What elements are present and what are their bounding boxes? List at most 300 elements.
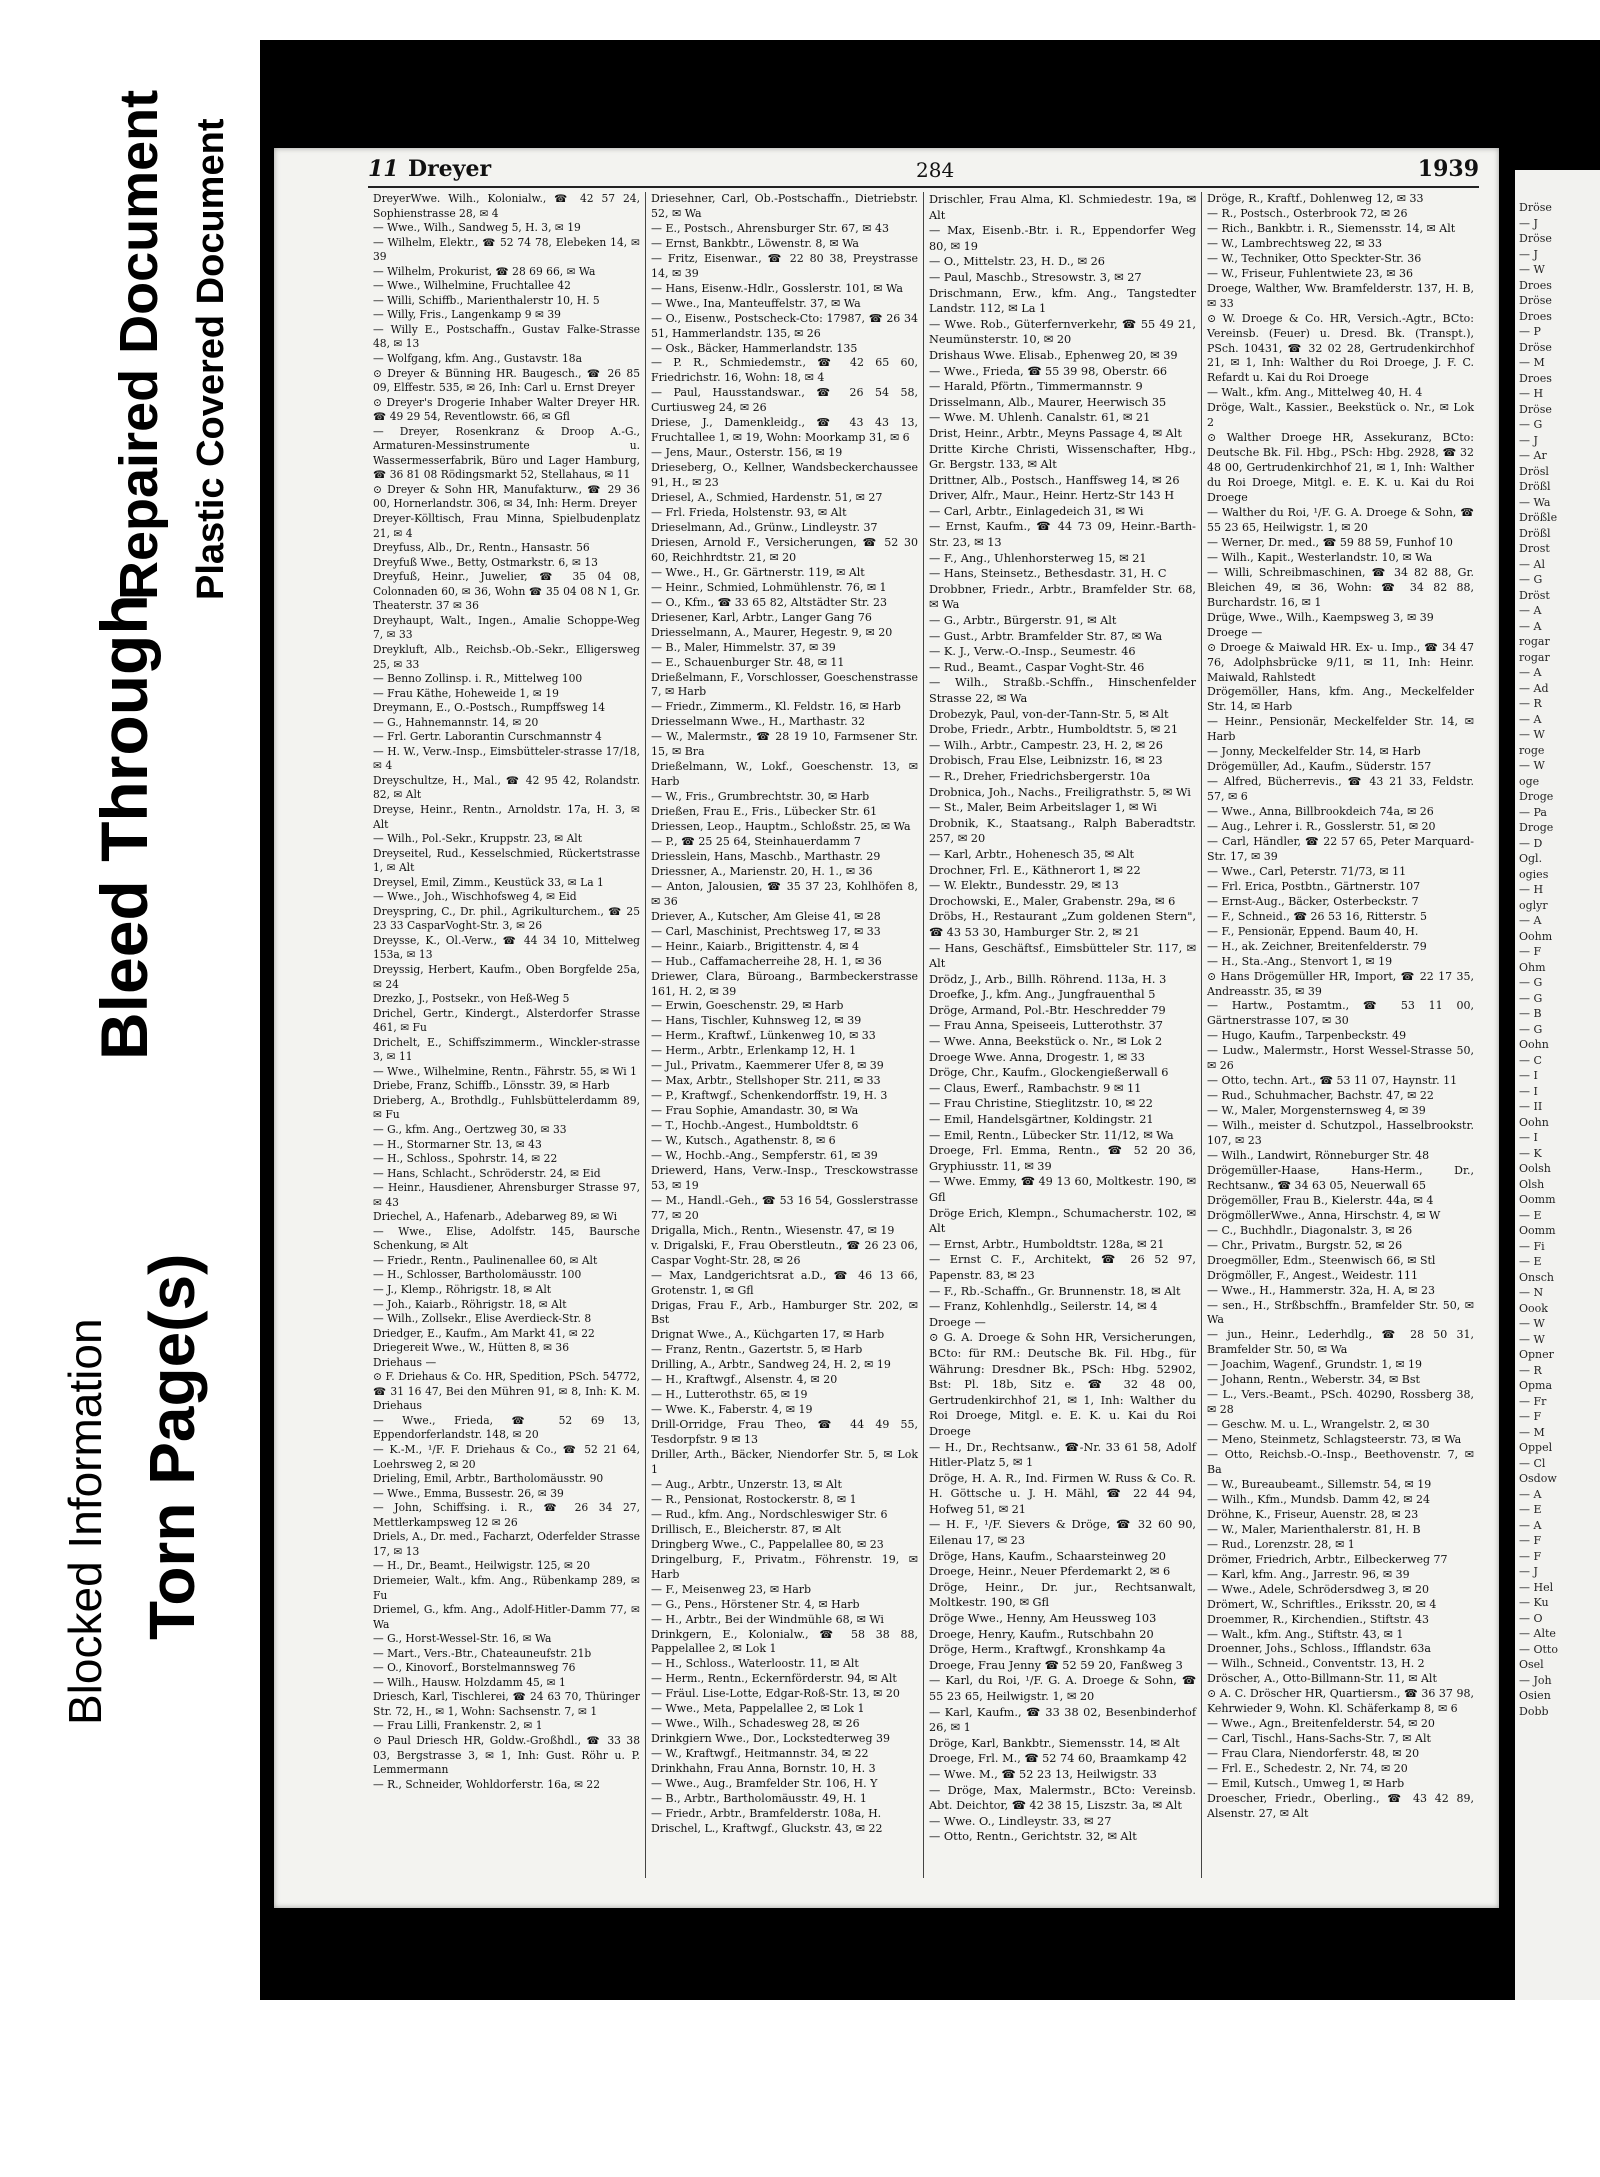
directory-entry: Drüge, Wwe., Wilh., Kaempsweg 3, ✉ 39 xyxy=(1207,610,1434,624)
directory-entry: Drödz, J., Arb., Billh. Röhrend. 113a, H. 3 xyxy=(929,972,1167,986)
directory-entry: — Werner, Dr. med., ☎ 59 88 59, Funhof 10 xyxy=(1207,535,1453,549)
directory-entry: Dröge Erich, Klempn., Schumacherstr. 102, ✉ Alt xyxy=(929,1206,1196,1236)
directory-entry: — Paul, Maschb., Stresowstr. 3, ✉ 27 xyxy=(929,270,1142,284)
directory-entry: — H., Arbtr., Bei der Windmühle 68, ✉ Wi xyxy=(651,1612,884,1626)
directory-entry: — Frl. Gertr. Laborantin Curschmannstr 4 xyxy=(373,730,602,744)
directory-entry: Driesener, Karl, Arbtr., Langer Gang 76 xyxy=(651,610,872,624)
directory-entry: Dreyssig, Herbert, Kaufm., Oben Borgfelde 25a, ✉ 24 xyxy=(373,962,640,991)
adjacent-page-line: — B xyxy=(1519,1007,1542,1020)
directory-entry: Drögemöller, Hans, kfm. Ang., Meckelfelder Str. 14, ✉ Harb xyxy=(1207,685,1474,714)
directory-entry: ⊙ Dreyer's Drogerie Inhaber Walter Dreyer HR. ☎ 49 29 54, Reventlowstr. 66, ✉ Gfl xyxy=(373,395,640,424)
adjacent-page-line: — W xyxy=(1519,263,1545,276)
directory-entry: — Herm., Rentn., Eckernförderstr. 94, ✉ Alt xyxy=(651,1672,897,1686)
directory-entry: — Frl. Frieda, Holstenstr. 93, ✉ Alt xyxy=(651,506,847,520)
directory-entry: — Willi, Schreibmaschinen, ☎ 34 82 88, Gr. Bleichen 49, ✉ 36, Wohn: ☎ 34 82 88, Burchardstr. 16, ✉ 1 xyxy=(1207,565,1474,609)
adjacent-page-line: — H xyxy=(1519,387,1544,400)
directory-entry: — R., Postsch., Osterbrook 72, ✉ 26 xyxy=(1207,206,1408,220)
adjacent-page-line: — II xyxy=(1519,1100,1543,1113)
directory-entry: — Wilh., Arbtr., Campestr. 23, H. 2, ✉ 26 xyxy=(929,738,1163,752)
directory-entry: — Hans, Geschäftsf., Eimsbütteler Str. 117, ✉ Alt xyxy=(929,941,1196,971)
adjacent-page-line: — Otto xyxy=(1519,1642,1558,1656)
adjacent-page-line: — W xyxy=(1519,1332,1545,1346)
directory-entry: — Emil, Kutsch., Umweg 1, ✉ Harb xyxy=(1207,1777,1405,1791)
directory-entry: — Willi, Schiffb., Marienthalerstr 10, H. 5 xyxy=(373,293,600,307)
directory-entry: — Otto, Reichsb.-O.-Insp., Beethovenstr. 7, ✉ Ba xyxy=(1207,1448,1474,1477)
adjacent-page-line: — Alte xyxy=(1519,1627,1556,1640)
directory-entry: Driewer, Clara, Büroang., Barmbeckerstrasse 161, H. 2, ✉ 39 xyxy=(651,969,918,998)
directory-entry: — H., ak. Zeichner, Breitenfelderstr. 79 xyxy=(1207,939,1427,953)
directory-entry: — O., Eisenw., Postscheck-Cto: 17987, ☎ 26 34 51, Hammerlandstr. 135, ✉ 26 xyxy=(651,311,918,340)
adjacent-page-line: — Pa xyxy=(1519,805,1547,819)
directory-entry: — P., ☎ 25 25 64, Steinhauerdamm 7 xyxy=(651,834,861,848)
directory-entry: Dröge, R., Kraftf., Dohlenweg 12, ✉ 33 xyxy=(1207,192,1424,205)
directory-entry: — Harald, Pförtn., Timmermannstr. 9 xyxy=(929,380,1143,394)
adjacent-page-line: rogar xyxy=(1519,635,1550,648)
directory-entry: Dreykluft, Alb., Reichsb.-Ob.-Sekr., Elligersweg 25, ✉ 33 xyxy=(373,642,640,671)
directory-entry: — Ernst, Arbtr., Humboldtstr. 128a, ✉ 21 xyxy=(929,1237,1165,1251)
directory-entry: — Herm., Kraftwf., Lünkenweg 10, ✉ 33 xyxy=(651,1029,876,1043)
directory-entry: — Frau Christine, Stieglitzstr. 10, ✉ 22 xyxy=(929,1097,1153,1111)
directory-entry: — Wwe., Emma, Bussestr. 26, ✉ 39 xyxy=(373,1486,564,1500)
directory-entry: — Hans, Eisenw.-Hdlr., Gosslerstr. 101, ✉ Wa xyxy=(651,281,903,295)
directory-entry: — W., Maler, Morgensternsweg 4, ✉ 39 xyxy=(1207,1104,1426,1118)
directory-entry: Dreyseitel, Rud., Kesselschmied, Rückertstrasse 1, ✉ Alt xyxy=(373,846,640,875)
directory-entry: — B., Arbtr., Bartholomäusstr. 49, H. 1 xyxy=(651,1791,867,1805)
directory-entry: — Ernst C. F., Architekt, ☎ 26 52 97, Papenstr. 83, ✉ 23 xyxy=(929,1253,1196,1282)
directory-entry: — Otto, techn. Art., ☎ 53 11 07, Haynstr. 11 xyxy=(1207,1074,1458,1088)
directory-entry: — Anton, Jalousien, ☎ 35 37 23, Kohlhöfen 8, ✉ 36 xyxy=(651,879,918,908)
directory-entry: — Wwe. M. Uhlenh. Canalstr. 61, ✉ 21 xyxy=(929,411,1151,425)
directory-entry: — F., Pensionär, Eppend. Baum 40, H. xyxy=(1207,924,1419,938)
directory-entry: — Dreyer, Rosenkranz & Droop A.-G., Armaturen-Messinstrumente u. Wassermesserfabrik, Büro und Lager Hamburg, ☎ 36 81 08 Rödingsmarkt 52, Stellahaus, ✉ 11 xyxy=(373,424,640,482)
directory-entry: — Carl, Arbtr., Einlagedeich 31, ✉ Wi xyxy=(929,504,1144,518)
adjacent-page-line: — G xyxy=(1519,573,1543,586)
directory-columns xyxy=(368,192,1479,1878)
directory-entry: — Aug., Arbtr., Unzerstr. 13, ✉ Alt xyxy=(651,1477,842,1491)
directory-entry: Dröge Wwe., Henny, Am Heussweg 103 xyxy=(929,1612,1157,1626)
adjacent-page-line: — G xyxy=(1519,1022,1543,1036)
directory-entry: Drinkgern, E., Kolonialw., ☎ 58 38 88, Pappelallee 2, ✉ Lok 1 xyxy=(651,1627,918,1656)
directory-entry: ⊙ W. Droege & Co. HR, Versich.-Agtr., BCto: Vereinsb. (Feuer) u. Dresd. Bk. (Transpt.), PSch. 10431, ☎ 32 02 28, Gertrudenkirchhof 21, ✉ 1, Inh: Walther du Roi Droege, J. F. C. Refardt u. Kai du Roi Droege xyxy=(1207,311,1474,385)
directory-entry: — Wwe., Wilh., Schadesweg 28, ✉ 26 xyxy=(651,1717,860,1731)
directory-entry: — F., Ang., Uhlenhorsterweg 15, ✉ 21 xyxy=(929,551,1147,565)
directory-entry: Driessen, Leop., Hauptm., Schloßstr. 25, ✉ Wa xyxy=(651,820,911,834)
adjacent-page-line: Dröse xyxy=(1519,232,1552,245)
directory-entry: Drigalla, Mich., Rentn., Wiesenstr. 47, ✉ 19 xyxy=(651,1223,895,1237)
adjacent-page-line: — E xyxy=(1519,1255,1542,1268)
directory-entry: — Frau Clara, Niendorferstr. 48, ✉ 20 xyxy=(1207,1747,1420,1761)
adjacent-page-line: Oolsh xyxy=(1519,1162,1551,1175)
directory-entry: Driesen, Arnold F., Versicherungen, ☎ 52 30 60, Reichhrdtstr. 21, ✉ 20 xyxy=(651,535,918,564)
directory-entry: — Wwe. Rob., Güterfernverkehr, ☎ 55 49 21, Neumünsterstr. 10, ✉ 20 xyxy=(929,317,1196,347)
adjacent-page-line: — Hel xyxy=(1519,1580,1554,1594)
directory-entry: — Frau Käthe, Hoheweide 1, ✉ 19 xyxy=(373,686,559,700)
adjacent-page-line: Dröse xyxy=(1519,294,1552,307)
directory-entry: Droege, Frau Jenny ☎ 52 59 20, Fanßweg 3 xyxy=(929,1658,1183,1672)
adjacent-page-line: Oomm xyxy=(1519,1193,1556,1206)
adjacent-page-line: Droes xyxy=(1519,371,1552,385)
directory-entry: — Wwe. Emmy, ☎ 49 13 60, Moltkestr. 190, ✉ Gfl xyxy=(929,1175,1196,1204)
directory-entry: Drobisch, Frau Else, Leibnizstr. 16, ✉ 23 xyxy=(929,754,1163,768)
directory-entry: — R., Dreher, Friedrichsbergerstr. 10a xyxy=(929,769,1151,783)
directory-entry: — H., Schloss., Waterloostr. 11, ✉ Alt xyxy=(651,1657,859,1671)
directory-entry: — W., Fris., Grumbrechtstr. 30, ✉ Harb xyxy=(651,790,870,804)
directory-entry: — Hugo, Kaufm., Tarpenbeckstr. 49 xyxy=(1207,1029,1407,1043)
directory-entry: — Emil, Rentn., Lübecker Str. 11/12, ✉ Wa xyxy=(929,1128,1174,1142)
adjacent-page-line: — N xyxy=(1519,1286,1544,1299)
directory-entry: — Dröge, Max, Malermstr., BCto: Vereinsb. Abt. Deichtor, ☎ 42 38 15, Liszstr. 3a, ✉ Alt xyxy=(929,1783,1196,1813)
directory-entry: — O., Kfm., ☎ 33 65 82, Altstädter Str. 23 xyxy=(651,595,887,609)
directory-entry: — Carl, Händler, ☎ 22 57 65, Peter Marquard-Str. 17, ✉ 39 xyxy=(1207,834,1474,863)
directory-entry: — G., Horst-Wessel-Str. 16, ✉ Wa xyxy=(373,1632,552,1646)
directory-entry: — Ludw., Malermstr., Horst Wessel-Strasse 50, ✉ 26 xyxy=(1207,1044,1474,1073)
adjacent-page-line: ogies xyxy=(1519,867,1549,881)
directory-entry: — Emil, Handelsgärtner, Koldingstr. 21 xyxy=(929,1113,1154,1127)
directory-entry: — Friedr., Rentn., Paulinenallee 60, ✉ Alt xyxy=(373,1253,598,1267)
directory-entry: Dreyse, Heinr., Rentn., Arnoldstr. 17a, H. 3, ✉ Alt xyxy=(373,802,640,831)
adjacent-page-text xyxy=(1515,200,1600,1719)
adjacent-page-line: — C xyxy=(1519,1053,1542,1067)
directory-entry: — R., Pensionat, Rostockerstr. 8, ✉ 1 xyxy=(651,1492,857,1506)
directory-entry: Drögemöller, Frau B., Kielerstr. 44a, ✉ 4 xyxy=(1207,1193,1434,1207)
adjacent-page-line: Oohm xyxy=(1519,929,1553,943)
directory-entry: Dreyer-Kölltisch, Frau Minna, Spielbudenplatz 21, ✉ 4 xyxy=(373,512,640,540)
directory-entry: — Frl. E., Schedestr. 2, Nr. 74, ✉ 20 xyxy=(1207,1762,1408,1776)
directory-entry: — Karl, Kaufm., ☎ 33 38 02, Besenbinderhof 26, ✉ 1 xyxy=(929,1705,1196,1735)
adjacent-page-line: — Ad xyxy=(1519,681,1549,695)
directory-entry: — Franz, Rentn., Gazertstr. 5, ✉ Harb xyxy=(651,1343,863,1357)
directory-entry: — H., Schloss., Spohrstr. 14, ✉ 22 xyxy=(373,1152,558,1166)
repaired-document-label: Repaired Document xyxy=(109,89,169,600)
directory-entry: — Meno, Steinmetz, Schlagsteerstr. 73, ✉ Wa xyxy=(1207,1433,1462,1447)
directory-entry: — Frl. Erica, Postbtn., Gärtnerstr. 107 xyxy=(1207,879,1421,893)
directory-entry: — Heinr., Kaiarb., Brigittenstr. 4, ✉ 4 xyxy=(651,939,860,953)
directory-entry: — H., Sta.-Ang., Stenvort 1, ✉ 19 xyxy=(1207,954,1393,968)
adjacent-page-line: Dobb xyxy=(1519,1704,1549,1718)
directory-entry: — F., Rb.-Schaffn., Gr. Brunnenstr. 18, ✉ Alt xyxy=(929,1284,1181,1298)
directory-entry: Drisselmann, Alb., Maurer, Heerwisch 35 xyxy=(929,395,1167,409)
adjacent-page-line: — O xyxy=(1519,1611,1543,1625)
directory-entry: Driechel, A., Hafenarb., Adebarweg 89, ✉ Wi xyxy=(373,1210,617,1224)
directory-entry: Driegereit Wwe., W., Hütten 8, ✉ 36 xyxy=(373,1341,570,1355)
directory-entry: — Max, Arbtr., Stellshoper Str. 211, ✉ 33 xyxy=(651,1074,881,1088)
directory-entry: — W., Friseur, Fuhlentwiete 23, ✉ 36 xyxy=(1207,266,1413,280)
adjacent-page-line: — J xyxy=(1519,433,1538,447)
directory-entry: — Wilhelm, Elektr., ☎ 52 74 78, Elebeken 14, ✉ 39 xyxy=(373,235,640,264)
directory-entry: Dröge, Walt., Kassier., Beekstück o. Nr., ✉ Lok 2 xyxy=(1207,401,1474,430)
torn-pages-label: Torn Page(s) xyxy=(136,1253,208,1640)
directory-entry: Dröbs, H., Restaurant „Zum goldenen Stern", ☎ 43 53 30, Hamburger Str. 2, ✉ 21 xyxy=(929,910,1196,939)
directory-entry: — Rud., Schuhmacher, Bachstr. 47, ✉ 22 xyxy=(1207,1089,1434,1103)
page-header xyxy=(368,156,1479,186)
directory-entry: — Karl, kfm. Ang., Jarrestr. 96, ✉ 39 xyxy=(1207,1567,1410,1581)
directory-entry: Driever, A., Kutscher, Am Gleise 41, ✉ 28 xyxy=(651,909,881,923)
directory-entry: — Max, Landgerichtsrat a.D., ☎ 46 13 66, Grotenstr. 1, ✉ Gfl xyxy=(651,1268,918,1297)
adjacent-page-line: — I xyxy=(1519,1069,1538,1082)
directory-entry: — F., Schneid., ☎ 26 53 16, Ritterstr. 5 xyxy=(1207,909,1428,923)
directory-entry: Drist, Heinr., Arbtr., Meyns Passage 4, ✉ Alt xyxy=(929,426,1182,440)
directory-entry: — Joachim, Wagenf., Grundstr. 1, ✉ 19 xyxy=(1207,1358,1423,1372)
adjacent-page-line: — Wa xyxy=(1519,495,1551,509)
adjacent-page-line: — W xyxy=(1519,759,1545,772)
directory-entry: — Wwe., Anna, Billbrookdeich 74a, ✉ 26 xyxy=(1207,805,1434,819)
adjacent-page-line: — F xyxy=(1519,945,1542,958)
directory-entry: — H., Dr., Beamt., Heilwigstr. 125, ✉ 20 xyxy=(373,1559,591,1573)
directory-entry: Drobnica, Joh., Nachs., Freiligrathstr. 5, ✉ Wi xyxy=(929,785,1191,799)
directory-entry: Droefke, J., kfm. Ang., Jungfrauenthal 5 xyxy=(929,988,1156,1002)
directory-entry: — Wwe., Agn., Breitenfelderstr. 54, ✉ 20 xyxy=(1207,1717,1435,1731)
directory-entry: Drögemüller-Haase, Hans-Herm., Dr., Rechtsanw., ☎ 34 63 05, Neuerwall 65 xyxy=(1207,1163,1474,1192)
adjacent-page-line: — A xyxy=(1519,604,1542,617)
directory-entry: Dreysel, Emil, Zimm., Keustück 33, ✉ La 1 xyxy=(373,875,604,889)
directory-entry: Drobnik, K., Staatsang., Ralph Baberadtstr. 257, ✉ 20 xyxy=(929,816,1196,846)
adjacent-page-line: Droge xyxy=(1519,821,1554,834)
directory-entry: Drochowski, E., Maler, Grabenstr. 29a, ✉ 6 xyxy=(929,894,1176,908)
directory-entry: — Friedr., Zimmerm., Kl. Feldstr. 16, ✉ Harb xyxy=(651,700,901,714)
directory-entry: — W., Kutsch., Agathenstr. 8, ✉ 6 xyxy=(651,1134,836,1148)
directory-entry: Dritte Kirche Christi, Wissenschafter, Hbg., Gr. Bergstr. 133, ✉ Alt xyxy=(929,442,1196,472)
directory-entry: — Ernst-Aug., Bäcker, Osterbeckstr. 7 xyxy=(1207,894,1419,908)
adjacent-page-line: — A xyxy=(1519,1487,1542,1501)
adjacent-page-line: — Fi xyxy=(1519,1239,1545,1253)
directory-entry: Drichelt, E., Schiffszimmerm., Winckler-strasse 3, ✉ 11 xyxy=(373,1035,640,1064)
directory-entry: Droege — xyxy=(929,1315,986,1329)
adjacent-page-line: Dröse xyxy=(1519,340,1552,354)
directory-entry: ⊙ G. A. Droege & Sohn HR, Versicherungen, BCto: für RM.: Deutsche Bk. Fil. Hbg., für Währung: Dresdner Bk., PSch: Hbg. 52902, Bst: Pl. 18b, Sitz e. ☎ 32 48 00, Gertrudenkirchhof 21, ✉ 1, Inh: Walther du Roi Droege, Mitgl. e. E. K. u. Kai du Roi Droege xyxy=(929,1331,1196,1438)
adjacent-page-line: oge xyxy=(1519,774,1540,788)
adjacent-page-line: Osdow xyxy=(1519,1472,1557,1485)
directory-entry: Drischmann, Erw., kfm. Ang., Tangstedter Landstr. 112, ✉ La 1 xyxy=(929,286,1196,316)
directory-entry: — H., Schlosser, Bartholomäusstr. 100 xyxy=(373,1268,582,1282)
directory-entry: — Joh., Kaiarb., Röhrigstr. 18, ✉ Alt xyxy=(373,1297,567,1311)
directory-entry: — Carl, Tischl., Hans-Sachs-Str. 7, ✉ Alt xyxy=(1207,1732,1431,1746)
directory-entry: Droege, Frl. Emma, Rentn., ☎ 52 20 36, Gryphiusstr. 11, ✉ 39 xyxy=(929,1144,1196,1173)
directory-entry: — Wilh., Zollsekr., Elise Averdieck-Str. 8 xyxy=(373,1312,592,1326)
adjacent-page-strip xyxy=(1515,170,1600,2000)
adjacent-page-line: Osel xyxy=(1519,1658,1544,1671)
directory-entry: — Walt., kfm. Ang., Mittelweg 40, H. 4 xyxy=(1207,386,1423,400)
adjacent-page-line: Ogl. xyxy=(1519,852,1543,865)
directory-entry: — Wwe., Aug., Bramfelder Str. 106, H. Y xyxy=(651,1777,878,1791)
directory-entry: Dröge, Hans, Kaufm., Schaarsteinweg 20 xyxy=(929,1549,1166,1563)
directory-entry: Drignat Wwe., A., Küchgarten 17, ✉ Harb xyxy=(651,1328,885,1342)
directory-entry: Drinkgiern Wwe., Dor., Lockstedterweg 39 xyxy=(651,1732,890,1746)
adjacent-page-line: — R xyxy=(1519,697,1542,710)
directory-entry: — Hans, Schlacht., Schröderstr. 24, ✉ Eid xyxy=(373,1166,601,1180)
directory-entry: — H. W., Verw.-Insp., Eimsbütteler-strasse 17/18, ✉ 4 xyxy=(373,744,640,773)
directory-entry: Driessner, A., Marienstr. 20, H. 1., ✉ 36 xyxy=(651,864,873,878)
directory-entry: Driehaus — xyxy=(373,1355,437,1369)
adjacent-page-line: rogar xyxy=(1519,650,1550,664)
directory-entry: — F., Meisenweg 23, ✉ Harb xyxy=(651,1582,812,1596)
directory-entry: — Wwe., Wilh., Sandweg 5, H. 3, ✉ 19 xyxy=(373,221,581,235)
directory-entry: — Wwe., Adele, Schrödersdweg 3, ✉ 20 xyxy=(1207,1582,1430,1596)
directory-entry: — L., Vers.-Beamt., PSch. 40290, Rossberg 38, ✉ 28 xyxy=(1207,1388,1474,1417)
directory-entry: — Ernst, Bankbtr., Löwenstr. 8, ✉ Wa xyxy=(651,236,859,250)
directory-entry: — H., Stormarner Str. 13, ✉ 43 xyxy=(373,1137,542,1151)
directory-column-4 xyxy=(1202,192,1479,1878)
directory-entry: — Wwe. O., Lindleystr. 33, ✉ 27 xyxy=(929,1814,1112,1828)
directory-entry: ⊙ Walther Droege HR, Assekuranz, BCto: Deutsche Bk. Fil. Hbg., PSch: Hbg. 2928, ☎ 32 48 00, Gertrudenkirchhof 21, ✉ 1, Inh: Walther du Roi Droege, Mitgl. e. E. K. u. Kai du Roi Droege xyxy=(1207,431,1474,505)
directory-entry: ⊙ F. Driehaus & Co. HR, Spedition, PSch. 54772, ☎ 31 16 47, Bei den Mühren 91, ✉ 8, Inh: K. M. Driehaus xyxy=(373,1370,640,1413)
directory-entry: — O., Kinovorf., Borstelmannsweg 76 xyxy=(373,1661,576,1675)
directory-entry: — Wwe., Wilhelmine, Rentn., Fährstr. 55, ✉ Wi 1 xyxy=(373,1064,637,1078)
directory-entry: ⊙ Dreyer & Sohn HR, Manufakturw., ☎ 29 36 00, Hornerlandstr. 306, ✉ 34, Inh: Herm. Dreyer xyxy=(373,482,640,511)
directory-entry: Drobe, Friedr., Arbtr., Humboldtstr. 5, ✉ 21 xyxy=(929,723,1179,737)
directory-entry: — Fräul. Lise-Lotte, Edgar-Roß-Str. 13, ✉ 20 xyxy=(651,1687,900,1701)
directory-entry: — Walt., kfm. Ang., Stiftstr. 43, ✉ 1 xyxy=(1207,1627,1404,1641)
adjacent-page-line: — G xyxy=(1519,976,1543,989)
directory-entry: — Rud., Beamt., Caspar Voght-Str. 46 xyxy=(929,660,1145,674)
directory-entry: — Gust., Arbtr. Bramfelder Str. 87, ✉ Wa xyxy=(929,629,1163,643)
header-left-number: 11 xyxy=(368,156,399,182)
directory-entry: — Benno Zollinsp. i. R., Mittelweg 100 xyxy=(373,672,583,686)
directory-entry: Drishaus Wwe. Elisab., Ephenweg 20, ✉ 39 xyxy=(929,348,1178,362)
directory-entry: Drischler, Frau Alma, Kl. Schmiedestr. 19a, ✉ Alt xyxy=(929,193,1196,222)
adjacent-page-line: — W xyxy=(1519,728,1545,741)
directory-entry: — G., Hahnemannstr. 14, ✉ 20 xyxy=(373,715,539,729)
directory-entry: — Heinr., Hausdiener, Ahrensburger Strasse 97, ✉ 43 xyxy=(373,1181,640,1209)
adjacent-page-line: Oohn xyxy=(1519,1038,1549,1051)
directory-entry: — Wwe. K., Faberstr. 4, ✉ 19 xyxy=(651,1403,813,1417)
directory-entry: Driesselmann, A., Maurer, Hegestr. 9, ✉ 20 xyxy=(651,625,893,639)
directory-entry: — G., Pens., Hörstener Str. 4, ✉ Harb xyxy=(651,1597,860,1611)
directory-entry: — Karl, Arbtr., Hohenesch 35, ✉ Alt xyxy=(929,847,1135,861)
adjacent-page-line: — I xyxy=(1519,1084,1538,1098)
directory-entry: — Aug., Lehrer i. R., Gosslerstr. 51, ✉ 20 xyxy=(1207,820,1436,834)
adjacent-page-line: — F xyxy=(1519,1534,1542,1547)
directory-entry: Drieseberg, O., Kellner, Wandsbeckerchaussee 91, H., ✉ 23 xyxy=(651,461,918,490)
directory-entry: — John, Schiffsing. i. R., ☎ 26 34 27, Mettlerkampsweg 12 ✉ 26 xyxy=(373,1501,640,1529)
directory-entry: Driemeier, Walt., kfm. Ang., Rübenkamp 289, ✉ Fu xyxy=(373,1573,640,1602)
directory-entry: — Wilh., Straßb.-Schffn., Hinschenfelder Strasse 22, ✉ Wa xyxy=(929,676,1196,705)
directory-entry: Drögemüller, Ad., Kaufm., Süderstr. 157 xyxy=(1207,760,1432,774)
directory-entry: Dreyhaupt, Walt., Ingen., Amalie Schoppe-Weg 7, ✉ 33 xyxy=(373,613,640,642)
directory-entry: — W., Hochb.-Ang., Sempferstr. 61, ✉ 39 xyxy=(651,1149,878,1162)
directory-entry: Dröge, Herm., Kraftwgf., Kronshkamp 4a xyxy=(929,1643,1166,1657)
directory-entry: — Claus, Ewerf., Rambachstr. 9 ✉ 11 xyxy=(929,1081,1142,1095)
adjacent-page-line: Drösl xyxy=(1519,464,1549,478)
header-year: 1939 xyxy=(1417,156,1479,182)
directory-entry: — Rud., kfm. Ang., Nordschleswiger Str. 6 xyxy=(651,1507,888,1521)
directory-entry: — Wilh., Kfm., Mundsb. Damm 42, ✉ 24 xyxy=(1207,1492,1431,1506)
directory-entry: — Willy, Fris., Langenkamp 9 ✉ 39 xyxy=(373,308,561,322)
directory-entry: — Heinr., Schmied, Lohmühlenstr. 76, ✉ 1 xyxy=(651,580,887,594)
adjacent-page-line: roge xyxy=(1519,743,1545,757)
directory-entry: — P. R., Schmiedemstr., ☎ 42 65 60, Friedrichstr. 16, Wohn: 18, ✉ 4 xyxy=(651,356,918,385)
adjacent-page-line: — A xyxy=(1519,1518,1542,1532)
directory-entry: — Rich., Bankbtr. i. R., Siemensstr. 14, ✉ Alt xyxy=(1207,221,1456,235)
directory-entry: — Wwe., H., Gr. Gärtnerstr. 119, ✉ Alt xyxy=(651,565,865,579)
adjacent-page-line: Oomm xyxy=(1519,1224,1556,1237)
directory-entry: ⊙ A. C. Dröscher HR, Quartiersm., ☎ 36 37 98, Kehrwieder 9, Wohn. Kl. Schäferkamp 8, ✉ 6 xyxy=(1207,1687,1474,1716)
directory-entry: — Geschw. M. u. L., Wrangelstr. 2, ✉ 30 xyxy=(1207,1418,1430,1432)
directory-entry: Driver, Alfr., Maur., Heinr. Hertz-Str 143 H xyxy=(929,489,1175,503)
directory-entry: — Wwe., Elise, Adolfstr. 145, Baursche Schenkung, ✉ Alt xyxy=(373,1224,640,1253)
adjacent-page-line: — F xyxy=(1519,1549,1542,1563)
directory-entry: Drögmöller, F., Angest., Weidestr. 111 xyxy=(1207,1268,1419,1282)
directory-entry: Droemmer, R., Kirchendien., Stiftstr. 43 xyxy=(1207,1612,1429,1626)
adjacent-page-line: Oook xyxy=(1519,1301,1548,1315)
header-surname: Dreyer xyxy=(408,156,492,182)
directory-entry: — Wwe., Ina, Manteuffelstr. 37, ✉ Wa xyxy=(651,296,861,310)
directory-entry: — Jul., Privatm., Kaemmerer Ufer 8, ✉ 39 xyxy=(651,1059,884,1073)
directory-entry: — St., Maler, Beim Arbeitslager 1, ✉ Wi xyxy=(929,801,1157,815)
directory-entry: Driebe, Franz, Schiffb., Lönsstr. 39, ✉ Harb xyxy=(373,1079,610,1093)
directory-entry: — W., Lambrechtsweg 22, ✉ 33 xyxy=(1207,236,1382,250)
directory-entry: Drießelmann, W., Lokf., Goeschenstr. 13, ✉ Harb xyxy=(651,760,918,789)
directory-entry: — Wolfgang, kfm. Ang., Gustavstr. 18a xyxy=(373,352,582,366)
directory-entry: Driesselmann Wwe., H., Marthastr. 32 xyxy=(651,715,866,729)
directory-entry: ⊙ Paul Driesch HR, Goldw.-Großhdl., ☎ 33 38 03, Bergstrasse 3, ✉ 1, Inh: Gust. Röhr u. P. Lemmermann xyxy=(373,1733,640,1777)
adjacent-page-line: Oppel xyxy=(1519,1441,1553,1454)
directory-entry: DreyerWwe. Wilh., Kolonialw., ☎ 42 57 24, Sophienstrasse 28, ✉ 4 xyxy=(373,192,640,220)
directory-entry: ⊙ Droege & Maiwald HR. Ex- u. Imp., ☎ 34 47 76, Adolphsbrücke 9/11, ✉ 11, Inh: Heinr. Maiwald, Rahlstedt xyxy=(1207,640,1474,684)
directory-entry: — Wwe., Meta, Pappelallee 2, ✉ Lok 1 xyxy=(651,1702,865,1716)
bleed-through-label: Bleed Through xyxy=(87,594,161,1060)
directory-entry: — jun., Heinr., Lederhdlg., ☎ 28 50 31, Bramfelder Str. 50, ✉ Wa xyxy=(1207,1328,1474,1357)
directory-entry: — E., Postsch., Ahrensburger Str. 67, ✉ 43 xyxy=(651,221,889,235)
adjacent-page-line: Drößl xyxy=(1519,526,1551,540)
directory-entry: Droege Wwe. Anna, Drogestr. 1, ✉ 33 xyxy=(929,1050,1145,1064)
directory-entry: — Osk., Bäcker, Hammerlandstr. 135 xyxy=(651,341,858,355)
adjacent-page-line: — J xyxy=(1519,216,1538,230)
directory-entry: — Alfred, Bücherrevis., ☎ 43 21 33, Feldstr. 57, ✉ 6 xyxy=(1207,775,1474,804)
directory-entry: Drobbner, Friedr., Arbtr., Bramfelder Str. 68, ✉ Wa xyxy=(929,582,1196,612)
directory-entry: Drezko, J., Postsekr., von Heß-Weg 5 xyxy=(373,992,570,1006)
adjacent-page-line: Dröst xyxy=(1519,588,1550,602)
adjacent-page-line: Dröse xyxy=(1519,402,1552,416)
directory-entry: Dröscher, A., Otto-Billmann-Str. 11, ✉ Alt xyxy=(1207,1672,1437,1686)
directory-entry: Dreyspring, C., Dr. phil., Agrikulturchem., ☎ 25 23 33 CasparVoght-Str. 3, ✉ 26 xyxy=(373,904,640,933)
blocked-information-label: Blocked Information xyxy=(59,1318,111,1725)
adjacent-page-line: — A xyxy=(1519,712,1542,726)
directory-entry: — R., Schneider, Wohldorferstr. 16a, ✉ 22 xyxy=(373,1777,601,1791)
directory-entry: Driesch, Karl, Tischlerei, ☎ 24 63 70, Thüringer Str. 72, H., ✉ 1, Wohn: Sachsenstr. 7, ✉ 1 xyxy=(373,1690,640,1718)
directory-entry: — sen., H., Strßbschffn., Bramfelder Str. 50, ✉ Wa xyxy=(1207,1298,1474,1327)
adjacent-page-line: — M xyxy=(1519,356,1545,369)
directory-entry: Droege — xyxy=(1207,625,1263,639)
directory-entry: — W. Elektr., Bundesstr. 29, ✉ 13 xyxy=(929,879,1119,893)
directory-entry: — K.-M., ¹/F. F. Driehaus & Co., ☎ 52 21 64, Loehrsweg 2, ✉ 20 xyxy=(373,1443,640,1471)
directory-entry: Droege, Walther, Ww. Bramfelderstr. 137, H. B, ✉ 33 xyxy=(1207,281,1474,310)
directory-entry: Driemel, G., kfm. Ang., Adolf-Hitler-Damm 77, ✉ Wa xyxy=(373,1603,640,1631)
directory-entry: — Wwe., H., Hammerstr. 32a, H. A, ✉ 23 xyxy=(1207,1283,1435,1297)
directory-entry: — Wwe., Wilhelmine, Fruchtallee 42 xyxy=(373,279,571,293)
adjacent-page-line: — J xyxy=(1519,247,1538,261)
directory-entry: Dröge, Armand, Pol.-Btr. Heschredder 79 xyxy=(929,1003,1166,1017)
directory-entry: — H. F., ¹/F. Sievers & Dröge, ☎ 32 60 90, Eilenau 17, ✉ 23 xyxy=(929,1518,1196,1548)
directory-entry: ⊙ Hans Drögemüller HR, Import, ☎ 22 17 35, Andreasstr. 35, ✉ 39 xyxy=(1207,969,1474,998)
adjacent-page-line: — I xyxy=(1519,1131,1538,1144)
adjacent-page-line: Drost xyxy=(1519,542,1550,555)
adjacent-page-line: — A xyxy=(1519,914,1542,927)
directory-entry: Droenner, Johs., Schloss., Ifflandstr. 63a xyxy=(1207,1642,1431,1656)
directory-entry: Driedger, E., Kaufm., Am Markt 41, ✉ 22 xyxy=(373,1326,595,1340)
directory-entry: — Wilh., Hausw. Holzdamm 45, ✉ 1 xyxy=(373,1675,566,1689)
directory-entry: — Fritz, Eisenwar., ☎ 22 80 38, Preystrasse 14, ✉ 39 xyxy=(651,251,918,280)
directory-entry: — Hartw., Postamtm., ☎ 53 11 00, Gärtnerstrasse 107, ✉ 30 xyxy=(1207,999,1474,1028)
directory-entry: Drießelmann, F., Vorschlosser, Goeschenstrasse 7, ✉ Harb xyxy=(651,670,918,699)
directory-entry: — Franz, Kohlenhdlg., Seilerstr. 14, ✉ 4 xyxy=(929,1300,1158,1314)
directory-column-1 xyxy=(368,192,646,1878)
directory-entry: — Chr., Privatm., Burgstr. 52, ✉ 26 xyxy=(1207,1238,1403,1252)
directory-entry: Drömert, W., Schriftles., Eriksstr. 20, ✉ 4 xyxy=(1207,1597,1437,1611)
directory-entry: Drömer, Friedrich, Arbtr., Eilbeckerweg 77 xyxy=(1207,1552,1448,1566)
directory-entry: — W., Maler, Marienthalerstr. 81, H. B xyxy=(1207,1522,1421,1536)
adjacent-page-line: Dröse xyxy=(1519,201,1552,214)
directory-entry: — Wwe. M., ☎ 52 23 13, Heilwigstr. 33 xyxy=(929,1767,1157,1781)
